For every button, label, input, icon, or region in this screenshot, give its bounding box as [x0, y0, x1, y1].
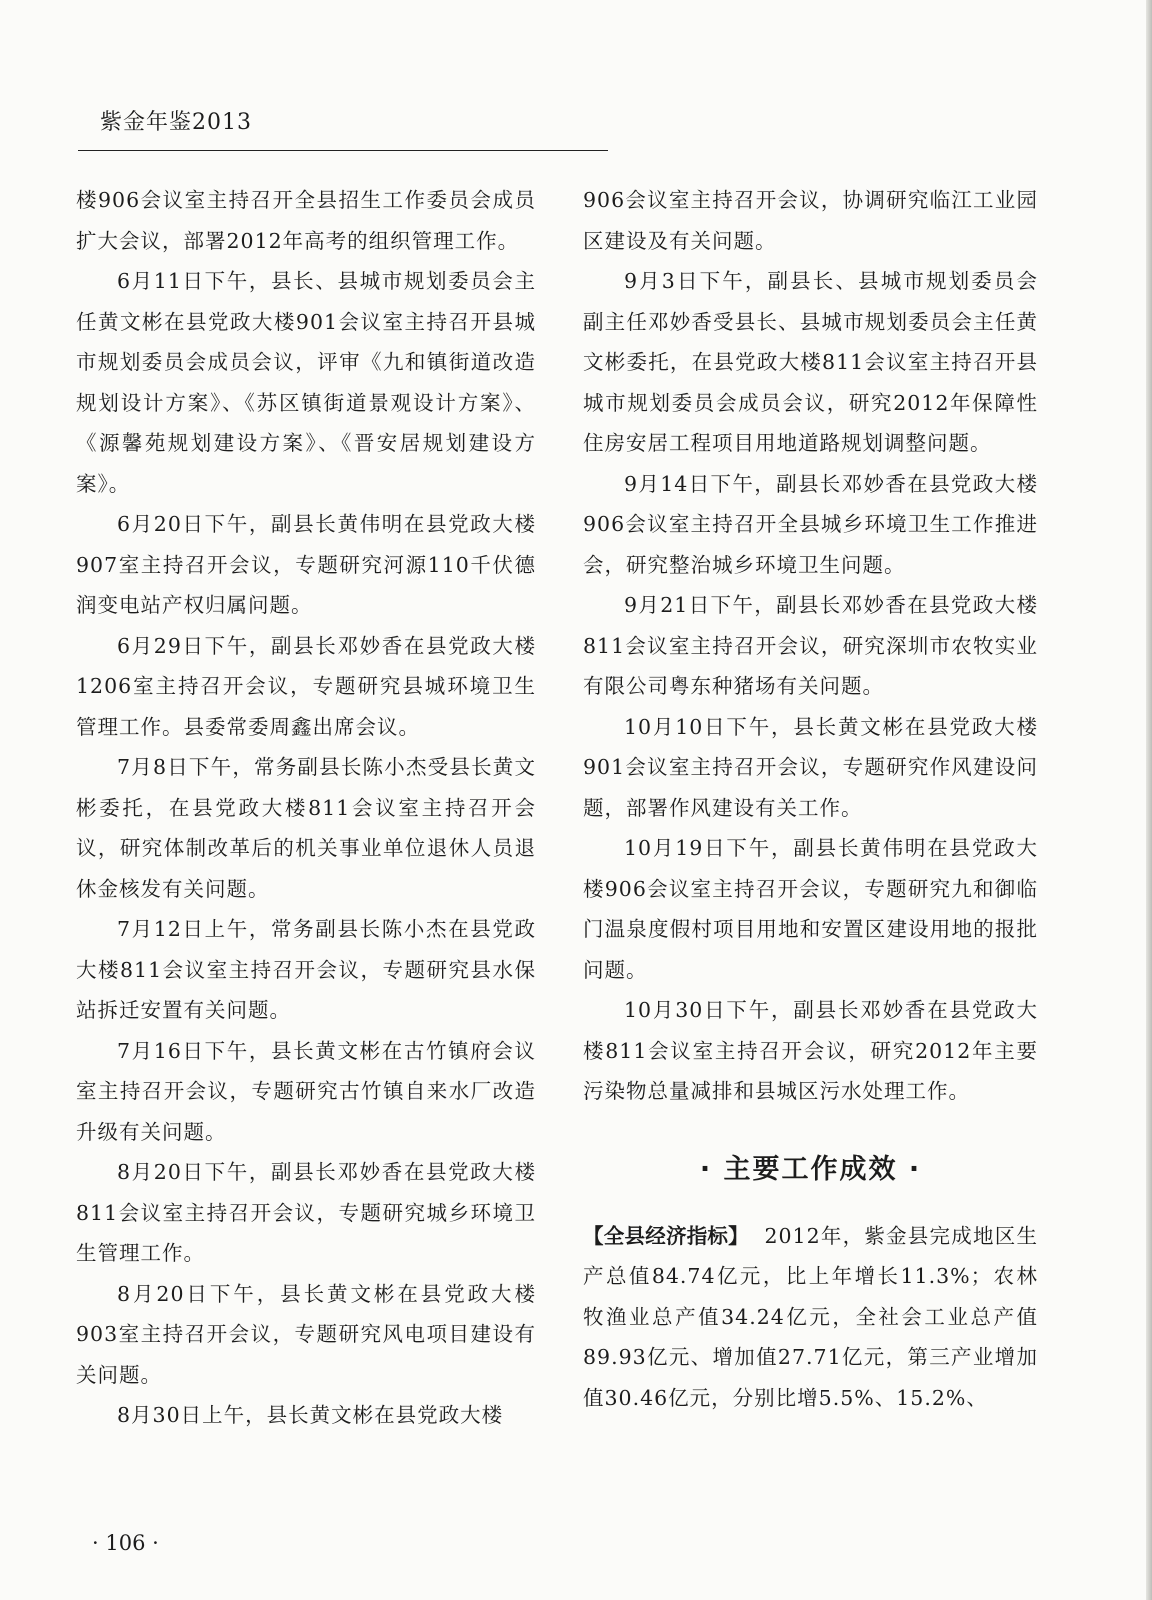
paragraph: 6月29日下午，副县长邓妙香在县党政大楼1206室主持召开会议，专题研究县城环境卫生管理工作。县委常委周鑫出席会议。: [76, 633, 536, 739]
paragraph: 8月20日下午，县长黄文彬在县党政大楼903室主持召开会议，专题研究风电项目建设有关问题。: [76, 1281, 536, 1387]
paragraph: 6月11日下午，县长、县城市规划委员会主任黄文彬在县党政大楼901会议室主持召开县城市规划委员会成员会议，评审《九和镇街道改造规划设计方案》、《苏区镇街道景观设计方案》、《源馨苑规划建设方案》、《晋安居规划建设方案》。: [76, 269, 536, 496]
header-rule: [78, 150, 608, 151]
paragraph: 9月3日下午，副县长、县城市规划委员会副主任邓妙香受县长、县城市规划委员会主任黄文彬委托，在县党政大楼811会议室主持召开县城市规划委员会成员会议，研究2012年保障性住房安居工程项目用地道路规划调整问题。: [583, 269, 1038, 455]
paragraph: 7月8日下午，常务副县长陈小杰受县长黄文彬委托，在县党政大楼811会议室主持召开会议，研究体制改革后的机关事业单位退休人员退休金核发有关问题。: [76, 755, 536, 901]
right-column: [583, 180, 1038, 1418]
paragraph: 8月30日上午，县长黄文彬在县党政大楼: [117, 1403, 504, 1427]
running-head: 紫金年鉴2013: [100, 110, 252, 135]
paragraph: 楼906会议室主持召开全县招生工作委员会成员扩大会议，部署2012年高考的组织管理工作。: [76, 188, 536, 253]
paragraph: 8月20日下午，副县长邓妙香在县党政大楼811会议室主持召开会议，专题研究城乡环境卫生管理工作。: [76, 1160, 536, 1265]
entry-label: 【全县经济指标】: [583, 1223, 749, 1248]
paragraph: 10月30日下午，副县长邓妙香在县党政大楼811会议室主持召开会议，研究2012年主要污染物总量减排和县城区污水处理工作。: [583, 998, 1038, 1103]
paragraph: 7月12日上午，常务副县长陈小杰在县党政大楼811会议室主持召开会议，专题研究县水保站拆迁安置有关问题。: [76, 917, 536, 1022]
economic-indicators-entry: [583, 1216, 1038, 1419]
paragraph: 906会议室主持召开会议，协调研究临江工业园区建设及有关问题。: [583, 188, 1038, 253]
entry-text: 2012年，紫金县完成地区生产总值84.74亿元，比上年增长11.3%；农林牧渔业总产值34.24亿元，全社会工业总产值89.93亿元、增加值27.71亿元，第三产业增加值30.46亿元，分别比增5.5%、15.2%、: [583, 1223, 1038, 1410]
page-number: · 106 ·: [92, 1531, 159, 1555]
paragraph: 9月21日下午，副县长邓妙香在县党政大楼811会议室主持召开会议，研究深圳市农牧实业有限公司粤东种猪场有关问题。: [583, 593, 1038, 698]
paragraph: 7月16日下午，县长黄文彬在古竹镇府会议室主持召开会议，专题研究古竹镇自来水厂改造升级有关问题。: [76, 1038, 536, 1144]
scan-edge: [1146, 0, 1152, 1600]
left-column: [76, 180, 536, 1436]
section-title: · 主要工作成效 ·: [699, 1153, 922, 1185]
paragraph: 10月10日下午，县长黄文彬在县党政大楼901会议室主持召开会议，专题研究作风建设问题，部署作风建设有关工作。: [583, 714, 1038, 820]
paragraph: 10月19日下午，副县长黄伟明在县党政大楼906会议室主持召开会议，专题研究九和御临门温泉度假村项目用地和安置区建设用地的报批问题。: [583, 836, 1038, 982]
paragraph: 9月14日下午，副县长邓妙香在县党政大楼906会议室主持召开全县城乡环境卫生工作推进会，研究整治城乡环境卫生问题。: [583, 471, 1038, 577]
paragraph: 6月20日下午，副县长黄伟明在县党政大楼907室主持召开会议，专题研究河源110千伏德润变电站产权归属问题。: [76, 512, 536, 617]
